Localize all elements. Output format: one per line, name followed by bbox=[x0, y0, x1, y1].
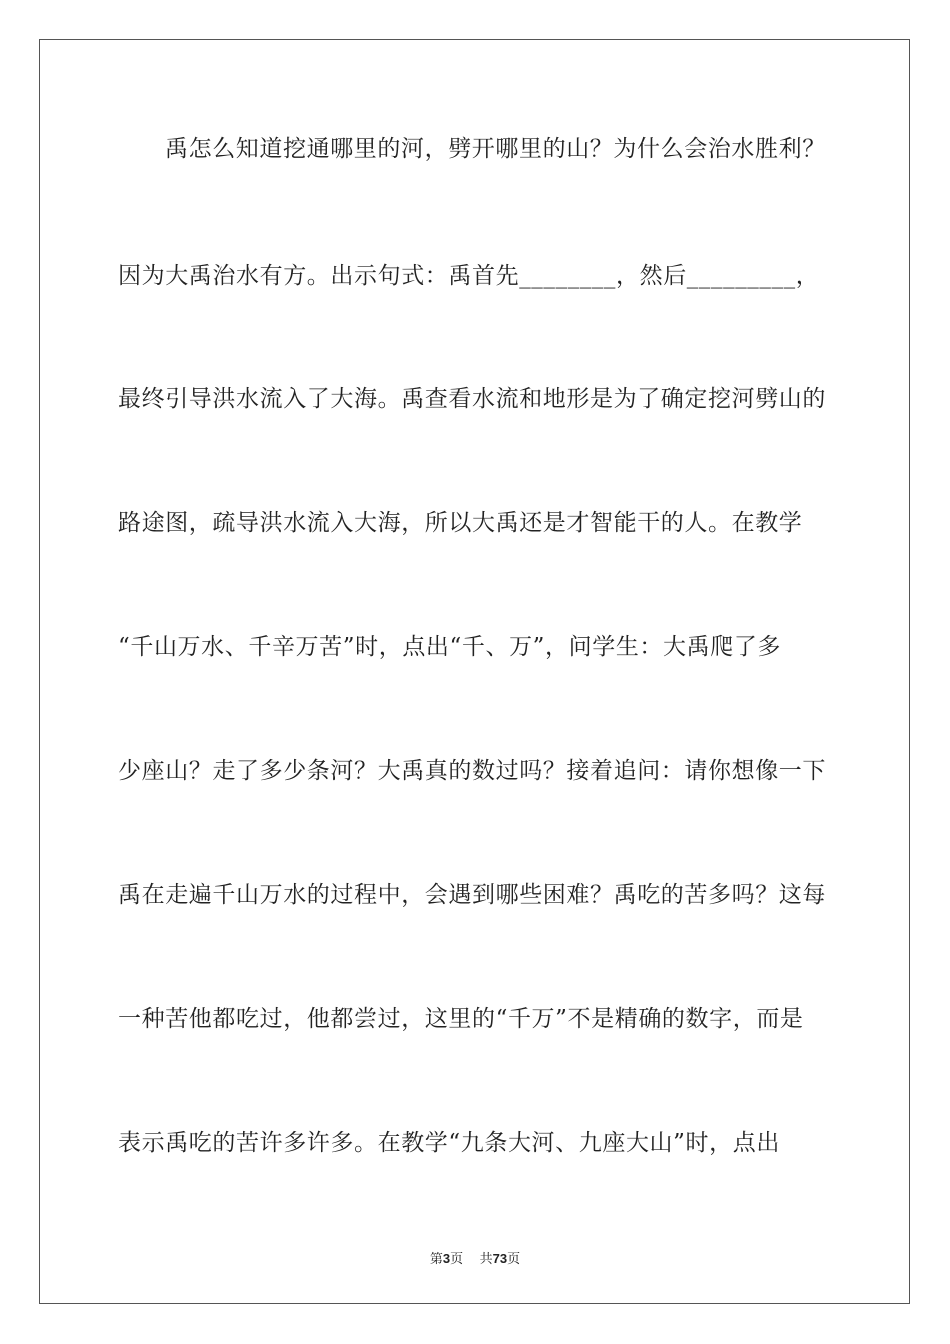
page-footer bbox=[0, 1248, 950, 1267]
paragraph-line: “千山万水、千辛万苦”时，点出“千、万”，问学生：大禹爬了多 bbox=[118, 634, 782, 660]
paragraph-line: 最终引导洪水流入了大海。禹查看水流和地形是为了确定挖河劈山的 bbox=[118, 386, 826, 412]
total-suffix: 页 bbox=[507, 1252, 521, 1267]
paragraph-line: 一种苦他都吃过，他都尝过，这里的“千万”不是精确的数字，而是 bbox=[118, 1006, 804, 1032]
page-prefix: 第 bbox=[429, 1252, 443, 1267]
paragraph-line: 禹怎么知道挖通哪里的河，劈开哪里的山？为什么会治水胜利？ bbox=[165, 136, 826, 162]
paragraph-line: 禹在走遍千山万水的过程中，会遇到哪些困难？禹吃的苦多吗？这每 bbox=[118, 882, 826, 908]
page-number: 3 bbox=[442, 1251, 451, 1266]
paragraph-line: 因为大禹治水有方。出示句式：禹首先________，然后_________， bbox=[118, 263, 820, 289]
total-pages: 73 bbox=[492, 1251, 508, 1266]
page-suffix: 页 bbox=[450, 1252, 464, 1267]
total-prefix: 共 bbox=[479, 1252, 493, 1267]
paragraph-line: 少座山？走了多少条河？大禹真的数过吗？接着追问：请你想像一下 bbox=[118, 758, 826, 784]
paragraph-line: 表示禹吃的苦许多许多。在教学“九条大河、九座大山”时，点出 bbox=[118, 1130, 780, 1156]
page-border bbox=[39, 39, 910, 1304]
paragraph-line: 路途图，疏导洪水流入大海，所以大禹还是才智能干的人。在教学 bbox=[118, 510, 803, 536]
